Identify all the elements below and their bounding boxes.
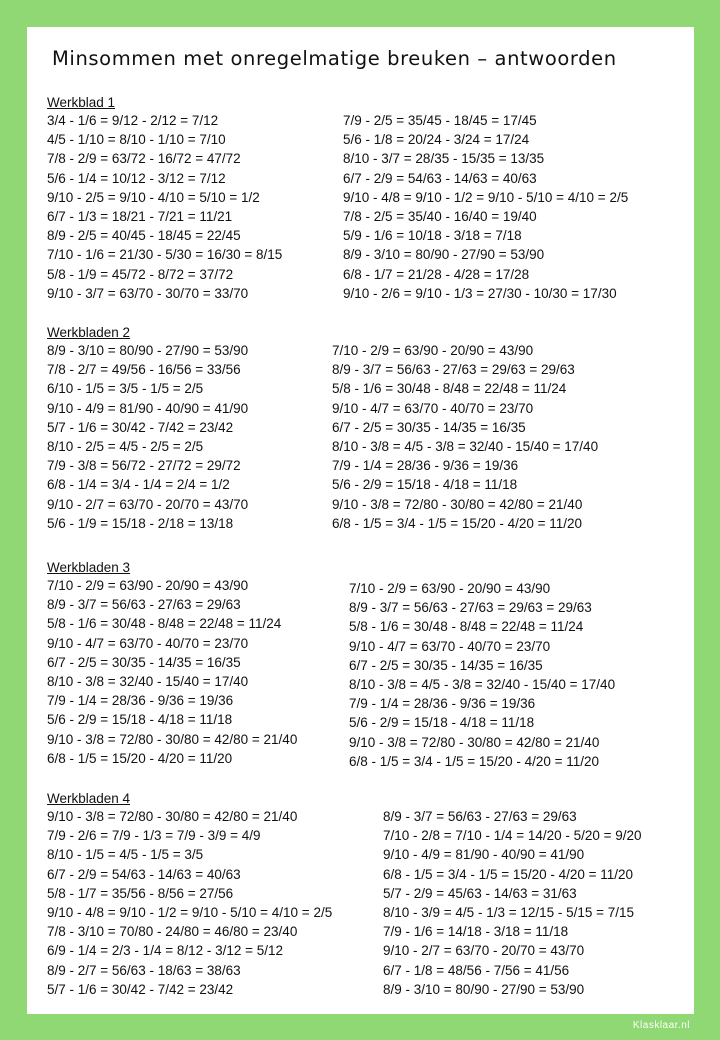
answer-line: 9/10 - 4/9 = 81/90 - 40/90 = 41/90 [383,847,585,863]
answer-line: 7/10 - 2/9 = 63/90 - 20/90 = 43/90 [332,343,534,358]
answer-line: 8/9 - 3/7 = 56/63 - 27/63 = 29/63 [383,809,577,824]
section-title: Werkblad 1 [47,95,116,110]
answer-line: 8/9 - 3/7 = 56/63 - 27/63 = 29/63 = 29/63 [349,600,592,616]
answer-line: 8/10 - 3/8 = 4/5 - 3/8 = 32/40 - 15/40 = 17/40 [332,439,599,455]
page-title: Minsommen met onregelmatige breuken – antwoorden [52,47,617,70]
answer-line: 8/10 - 2/5 = 4/5 - 2/5 = 2/5 [47,439,204,455]
answer-line: 8/9 - 3/7 = 56/63 - 27/63 = 29/63 = 29/63 [332,362,575,378]
answer-line: 9/10 - 4/7 = 63/70 - 40/70 = 23/70 [332,400,534,416]
answer-line: 6/10 - 1/5 = 3/5 - 1/5 = 2/5 [47,381,204,397]
answer-line: 3/4 - 1/6 = 9/12 - 2/12 = 7/12 [47,113,219,128]
answer-line: 6/8 - 1/5 = 3/4 - 1/5 = 15/20 - 4/20 = 11/20 [349,753,600,769]
answer-line: 7/10 - 1/6 = 21/30 - 5/30 = 16/30 = 8/15 [47,247,283,263]
answer-line: 8/10 - 3/8 = 4/5 - 3/8 = 32/40 - 15/40 = 17/40 [349,677,616,693]
answer-line: 8/9 - 3/10 = 80/90 - 27/90 = 53/90 [343,247,545,263]
answer-line: 6/7 - 1/8 = 48/56 - 7/56 = 41/56 [383,962,570,978]
left-column [47,341,248,533]
answer-line: 4/5 - 1/10 = 8/10 - 1/10 = 7/10 [47,132,226,148]
answer-line: 9/10 - 4/9 = 81/90 - 40/90 = 41/90 [47,400,249,416]
worksheet-page [27,27,694,1014]
answer-line: 9/10 - 4/8 = 9/10 - 1/2 = 9/10 - 5/10 = 4/10 = 2/5 [47,905,333,921]
answer-line: 6/8 - 1/7 = 21/28 - 4/28 = 17/28 [343,266,530,282]
answer-line: 6/8 - 1/5 = 3/4 - 1/5 = 15/20 - 4/20 = 11/20 [332,515,583,531]
answer-line: 8/10 - 1/5 = 4/5 - 1/5 = 3/5 [47,847,204,863]
section-title: Werkbladen 3 [47,560,131,575]
answer-line: 5/6 - 1/4 = 10/12 - 3/12 = 7/12 [47,170,226,186]
answer-line: 7/8 - 2/7 = 49/56 - 16/56 = 33/56 [47,362,241,378]
section-werkbladen-2 [47,325,687,531]
answer-line: 5/6 - 2/9 = 15/18 - 4/18 = 11/18 [332,477,518,493]
section-title: Werkbladen 2 [47,325,131,340]
section-werkbladen-4 [47,791,687,997]
left-column [47,807,332,999]
answer-line: 9/10 - 2/5 = 9/10 - 4/10 = 5/10 = 1/2 [47,189,260,205]
answer-line: 5/6 - 2/9 = 15/18 - 4/18 = 11/18 [349,715,535,731]
answer-line: 9/10 - 4/7 = 63/70 - 40/70 = 23/70 [47,635,249,651]
answer-line: 5/7 - 2/9 = 45/63 - 14/63 = 31/63 [383,885,577,901]
answer-line: 9/10 - 3/8 = 72/80 - 30/80 = 42/80 = 21/40 [47,731,298,747]
right-column [349,579,615,771]
answer-line: 6/8 - 1/5 = 3/4 - 1/5 = 15/20 - 4/20 = 11/20 [383,866,634,882]
answer-line: 5/6 - 1/8 = 20/24 - 3/24 = 17/24 [343,132,530,148]
answer-line: 9/10 - 4/8 = 9/10 - 1/2 = 9/10 - 5/10 = 4/10 = 2/5 [343,189,629,205]
answer-line: 8/9 - 2/7 = 56/63 - 18/63 = 38/63 [47,962,241,978]
answer-line: 6/9 - 1/4 = 2/3 - 1/4 = 8/12 - 3/12 = 5/12 [47,943,284,959]
answer-line: 5/7 - 1/6 = 30/42 - 7/42 = 23/42 [47,419,234,435]
answer-line: 5/8 - 1/6 = 30/48 - 8/48 = 22/48 = 11/24 [47,616,282,632]
answer-line: 7/10 - 2/9 = 63/90 - 20/90 = 43/90 [47,578,249,593]
answer-line: 7/8 - 3/10 = 70/80 - 24/80 = 46/80 = 23/40 [47,924,298,940]
answer-line: 5/6 - 1/9 = 15/18 - 2/18 = 13/18 [47,515,234,531]
answer-line: 5/8 - 1/6 = 30/48 - 8/48 = 22/48 = 11/24 [349,619,584,635]
section-werkbladen-3 [47,560,687,769]
right-column [332,341,598,533]
left-column [47,576,297,768]
answer-line: 8/9 - 3/7 = 56/63 - 27/63 = 29/63 [47,597,241,613]
answer-line: 6/8 - 1/4 = 3/4 - 1/4 = 2/4 = 1/2 [47,477,230,493]
answer-line: 5/6 - 2/9 = 15/18 - 4/18 = 11/18 [47,712,233,728]
answer-line: 8/9 - 3/10 = 80/90 - 27/90 = 53/90 [383,981,585,997]
answer-line: 9/10 - 3/7 = 63/70 - 30/70 = 33/70 [47,285,249,301]
answer-line: 7/8 - 2/9 = 63/72 - 16/72 = 47/72 [47,151,241,167]
left-column [47,111,282,303]
answer-line: 7/8 - 2/5 = 35/40 - 16/40 = 19/40 [343,209,537,225]
answer-line: 9/10 - 3/8 = 72/80 - 30/80 = 42/80 = 21/40 [47,809,298,824]
right-column [343,111,628,303]
answer-line: 6/7 - 2/9 = 54/63 - 14/63 = 40/63 [343,170,537,186]
answer-line: 6/7 - 2/5 = 30/35 - 14/35 = 16/35 [349,657,543,673]
answer-line: 7/10 - 2/8 = 7/10 - 1/4 = 14/20 - 5/20 = 9/20 [383,828,642,844]
answer-line: 6/7 - 2/5 = 30/35 - 14/35 = 16/35 [332,419,526,435]
section-werkblad-1 [47,95,687,301]
answer-line: 8/10 - 3/7 = 28/35 - 15/35 = 13/35 [343,151,545,167]
answer-line: 7/10 - 2/9 = 63/90 - 20/90 = 43/90 [349,581,551,596]
answer-line: 7/9 - 3/8 = 56/72 - 27/72 = 29/72 [47,458,241,474]
answer-line: 9/10 - 2/6 = 9/10 - 1/3 = 27/30 - 10/30 = 17/30 [343,285,617,301]
section-title: Werkbladen 4 [47,791,131,806]
answer-line: 5/7 - 1/6 = 30/42 - 7/42 = 23/42 [47,981,234,997]
answer-line: 9/10 - 3/8 = 72/80 - 30/80 = 42/80 = 21/40 [332,496,583,512]
answer-line: 7/9 - 1/4 = 28/36 - 9/36 = 19/36 [47,693,234,709]
answer-line: 8/10 - 3/9 = 4/5 - 1/3 = 12/15 - 5/15 = 7/15 [383,905,635,921]
answer-line: 7/9 - 1/6 = 14/18 - 3/18 = 11/18 [383,924,569,940]
answer-line: 6/7 - 1/3 = 18/21 - 7/21 = 11/21 [47,209,233,225]
answer-line: 7/9 - 1/4 = 28/36 - 9/36 = 19/36 [349,696,536,712]
answer-line: 9/10 - 2/7 = 63/70 - 20/70 = 43/70 [47,496,249,512]
answer-line: 6/8 - 1/5 = 15/20 - 4/20 = 11/20 [47,750,233,766]
right-column [383,807,642,999]
answer-line: 9/10 - 4/7 = 63/70 - 40/70 = 23/70 [349,638,551,654]
answer-line: 6/7 - 2/9 = 54/63 - 14/63 = 40/63 [47,866,241,882]
answer-line: 5/8 - 1/6 = 30/48 - 8/48 = 22/48 = 11/24 [332,381,567,397]
answer-line: 9/10 - 3/8 = 72/80 - 30/80 = 42/80 = 21/40 [349,734,600,750]
brand-label: Klasklaar.nl [632,1020,690,1031]
answer-line: 5/8 - 1/7 = 35/56 - 8/56 = 27/56 [47,885,234,901]
answer-line: 7/9 - 1/4 = 28/36 - 9/36 = 19/36 [332,458,519,474]
answer-line: 8/9 - 3/10 = 80/90 - 27/90 = 53/90 [47,343,249,358]
answer-line: 7/9 - 2/5 = 35/45 - 18/45 = 17/45 [343,113,537,128]
answer-line: 9/10 - 2/7 = 63/70 - 20/70 = 43/70 [383,943,585,959]
answer-line: 8/10 - 3/8 = 32/40 - 15/40 = 17/40 [47,674,249,690]
answer-line: 6/7 - 2/5 = 30/35 - 14/35 = 16/35 [47,654,241,670]
answer-line: 5/9 - 1/6 = 10/18 - 3/18 = 7/18 [343,228,522,244]
answer-line: 8/9 - 2/5 = 40/45 - 18/45 = 22/45 [47,228,241,244]
answer-line: 7/9 - 2/6 = 7/9 - 1/3 = 7/9 - 3/9 = 4/9 [47,828,261,844]
answer-line: 5/8 - 1/9 = 45/72 - 8/72 = 37/72 [47,266,234,282]
